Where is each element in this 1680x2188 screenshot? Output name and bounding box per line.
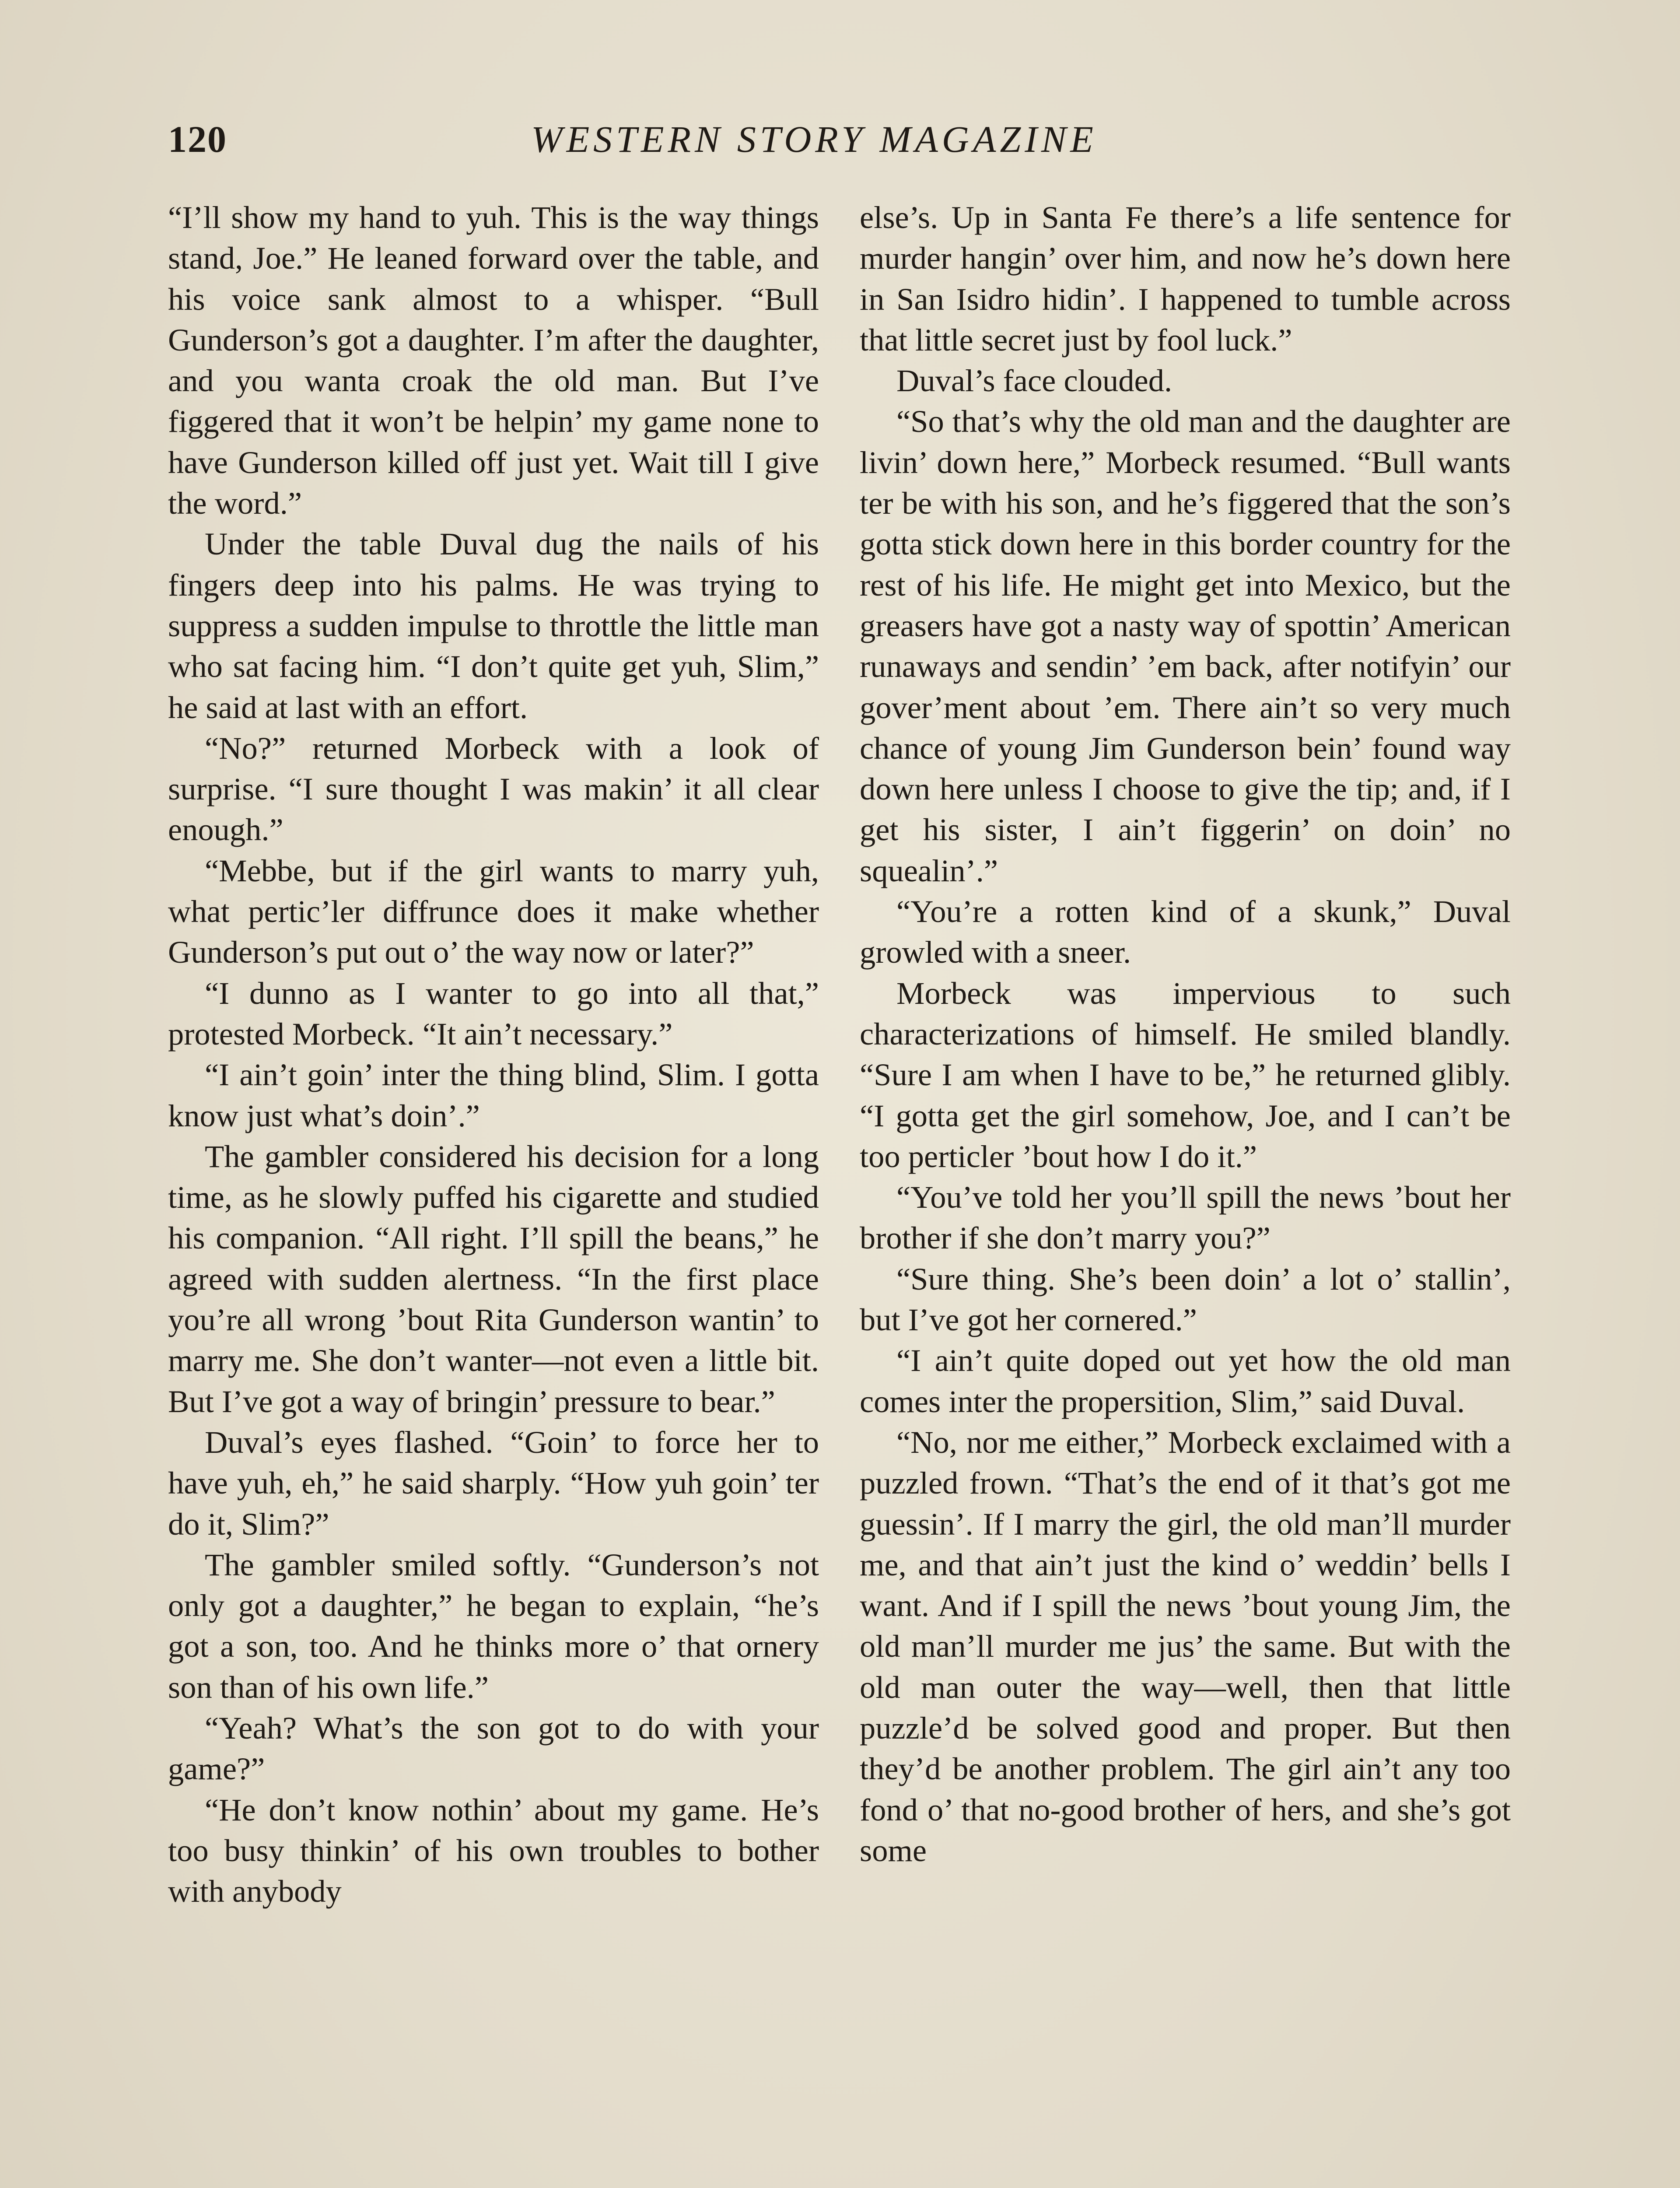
running-title: WESTERN STORY MAGAZINE <box>531 118 1097 160</box>
paragraph: Duval’s face clouded. <box>896 363 1172 399</box>
paragraph: “Mebbe, but if the girl wants to marry yuh, what pertic’ler diffrunce does it make whether Gunderson’s put out o’ the way now or later?” <box>168 852 819 970</box>
page-header <box>168 117 1520 179</box>
paragraph: “Yeah? What’s the son got to do with your game?” <box>168 1710 819 1787</box>
paragraph: Under the table Duval dug the nails of his fingers deep into his palms. He was trying to suppress a sudden impulse to throttle the little man who sat facing him. “I don’t quite get yuh, Slim,” he said at last with an effort. <box>168 526 819 725</box>
paragraph: “I ain’t quite doped out yet how the old man comes inter the propersition, Slim,” said Duval. <box>860 1343 1511 1419</box>
paragraph: “I dunno as I wanter to go into all that,” protested Morbeck. “It ain’t necessary.” <box>168 975 819 1052</box>
paragraph: “He don’t know nothin’ about my game. He’s too busy thinkin’ of his own troubles to bother with anybody <box>168 1792 819 1909</box>
paragraph: “Sure thing. She’s been doin’ a lot o’ stallin’, but I’ve got her cornered.” <box>860 1261 1511 1338</box>
paragraph: The gambler smiled softly. “Gunderson’s not only got a daughter,” he began to explain, “he’s got a son, too. And he thinks more o’ that ornery son than of his own life.” <box>168 1546 819 1705</box>
left-column <box>168 197 819 1911</box>
paragraph: “You’ve told her you’ll spill the news ’bout her brother if she don’t marry you?” <box>860 1179 1511 1256</box>
page-number: 120 <box>168 118 227 160</box>
paragraph: Duval’s eyes flashed. “Goin’ to force her to have yuh, eh,” he said sharply. “How yuh goin’ ter do it, Slim?” <box>168 1424 819 1542</box>
paragraph: “I ain’t goin’ inter the thing blind, Slim. I gotta know just what’s doin’.” <box>168 1057 819 1133</box>
paragraph: “No?” returned Morbeck with a look of surprise. “I sure thought I was makin’ it all clear enough.” <box>168 730 819 848</box>
right-column <box>860 197 1511 1871</box>
paragraph: “I’ll show my hand to yuh. This is the way things stand, Joe.” He leaned forward over the table, and his voice sank almost to a whisper. “Bull Gunderson’s got a daughter. I’m after the daughter, and you wanta croak the old man. But I’ve figgered that it won’t be helpin’ my game none to have Gunderson killed off just yet. Wait till I give the word.” <box>168 200 819 521</box>
paragraph: The gambler considered his decision for a long time, as he slowly puffed his cigarette and studied his companion. “All right. I’ll spill the beans,” he agreed with sudden alertness. “In the first place you’re all wrong ’bout Rita Gunderson wantin’ to marry me. She don’t wanter—not even a little bit. But I’ve got a way of bringin’ pressure to bear.” <box>168 1138 819 1419</box>
paragraph: “No, nor me either,” Morbeck exclaimed with a puzzled frown. “That’s the end of it that’s got me guessin’. If I marry the girl, the old man’ll murder me, and that ain’t just the kind o’ weddin’ bells I want. And if I spill the news ’bout young Jim, the old man’ll murder me jus’ the same. But with the old man outer the way—well, then that little puzzle’d be solved good and proper. But then they’d be another problem. The girl ain’t any too fond o’ that no-good brother of hers, and she’s got some <box>860 1424 1511 1868</box>
paragraph: “So that’s why the old man and the daughter are livin’ down here,” Morbeck resumed. “Bull wants ter be with his son, and he’s figgered that the son’s gotta stick down here in this border country for the rest of his life. He might get into Mexico, but the greasers have got a nasty way of spottin’ American runaways and sendin’ ’em back, after notifyin’ our gover’ment about ’em. There ain’t so very much chance of young Jim Gunderson bein’ found way down here unless I choose to give the tip; and, if I get his sister, I ain’t figgerin’ on doin’ no squealin’.” <box>860 403 1511 888</box>
paragraph: “You’re a rotten kind of a skunk,” Duval growled with a sneer. <box>860 894 1511 970</box>
paragraph: Morbeck was impervious to such characterizations of himself. He smiled blandly. “Sure I am when I have to be,” he returned glibly. “I gotta get the girl somehow, Joe, and I can’t be too perticler ’bout how I do it.” <box>860 975 1511 1174</box>
paragraph: else’s. Up in Santa Fe there’s a life sentence for murder hangin’ over him, and now he’s down here in San Isidro hidin’. I happened to tumble across that little secret just by fool luck.” <box>860 200 1511 358</box>
